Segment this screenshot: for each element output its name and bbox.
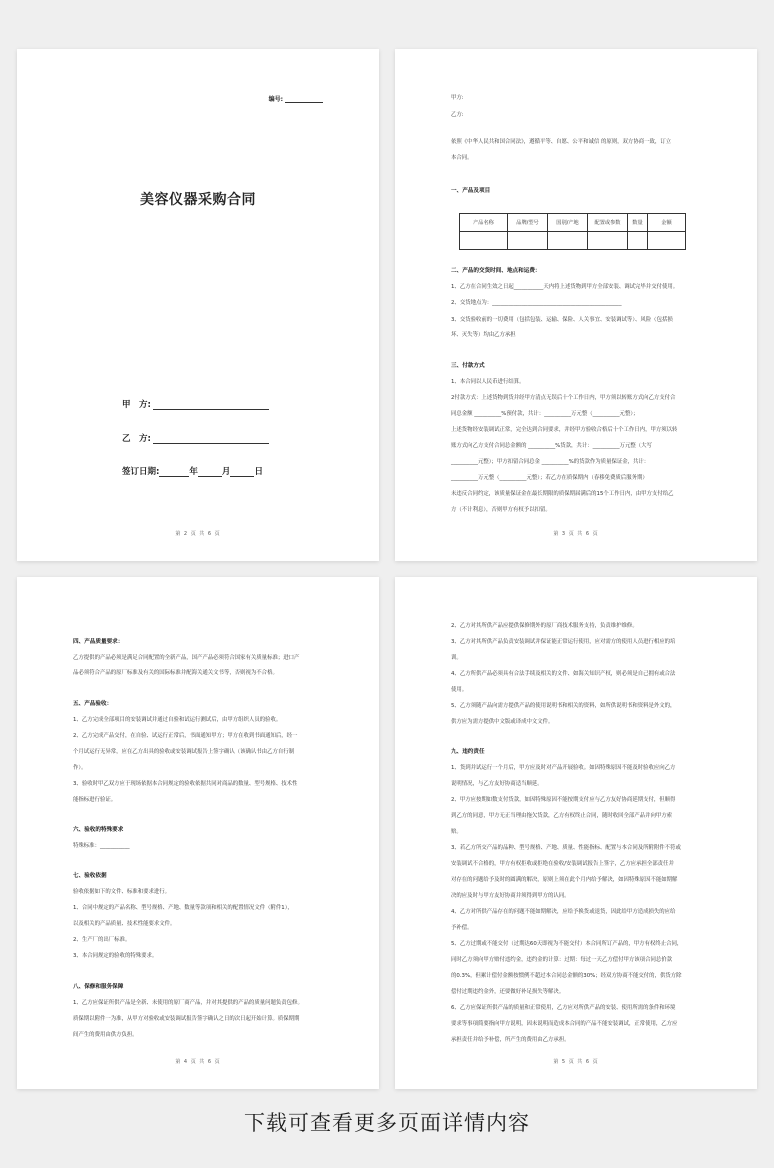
document-page-3 <box>17 577 379 1089</box>
body-line: 4、乙方所供产品必须具有合法手续及相关的文件、如海关知识产权，则必须是自己拥有或合法 <box>451 671 676 677</box>
body-line: 个月试运行无异常，应在乙方出具的验收或安装调试报告上签字确认（该确认书由乙方自行制 <box>73 749 295 755</box>
date-label: 签订日期: <box>122 467 160 477</box>
table-cell <box>628 232 648 250</box>
body-line: 上述货物经安装调试正常，完全达到合同要求，并经甲方验收合格后十个工作日内，甲方须以转 <box>451 427 678 433</box>
body-line: 验收依据如下的文件、标准和要求进行。 <box>73 889 171 895</box>
intro-line: 本合同。 <box>451 155 473 161</box>
section-heading: 七、验收依据 <box>73 873 107 879</box>
body-line: 同时乙方须向甲方赔付违约金，违约金的计算：过期：每过一天乙方偿付甲方该项合同总价款 <box>451 957 673 963</box>
page-footer: 第 2 页 共 6 页 <box>175 531 221 537</box>
body-line: 5、乙方须随产品向需方提供产品的使用说明书和相关的资料，如所供说明书和资料是外文的， <box>451 703 676 709</box>
page-footer: 第 3 页 共 6 页 <box>553 531 599 537</box>
table-cell <box>648 232 686 250</box>
section-heading: 二、产品的交货时间、地点和运费： <box>451 268 541 274</box>
body-line: 偿付过期违约金外，还要做好补足损失等解决。 <box>451 989 565 995</box>
body-line: 品必须符合产品的原厂标准及有关的国际标准并配海关通关文书等，否则视为不合格。 <box>73 670 278 676</box>
party-a-blank <box>153 402 269 410</box>
table-header-cell: 配置或参数 <box>588 214 628 232</box>
section-heading: 五、产品验收： <box>73 701 113 707</box>
body-line: 要求等事项简要指向甲方说明，因未说明而造成本合同的产品不能安装调试，正常使用，乙方应 <box>451 1021 678 1027</box>
body-line: 3、验收时甲乙双方应于现场依据本合同规定的验收依据共同对商品的数量、型号规格、技术性 <box>73 781 298 787</box>
body-line: 2、甲方应按期如数支付货款，如因特殊原因不能按期支付应与乙方友好协商延期支付，但顺得 <box>451 797 676 803</box>
date-month-label: 月 <box>221 467 231 477</box>
intro-line: 依照《中华人民共和国合同法》，遵循平等、自愿、公平和诚信 的原则，双方协商一致，订立 <box>451 139 672 145</box>
body-line: 2、交货地点为：________________________________________________ <box>451 300 622 306</box>
body-line: 予补偿。 <box>451 925 473 931</box>
body-line: 1、本合同以人民币进行结算。 <box>451 379 525 385</box>
body-line: 1、乙方应保证所供产品是全新、未使用的原厂商产品，并对其提供的产品的质量问题负责包修。 <box>73 1000 303 1006</box>
body-line: 以及相关的产品质量、技术性能要求文件。 <box>73 921 176 927</box>
product-table <box>459 213 686 250</box>
signing-date-field <box>122 465 263 477</box>
body-line: __________万元整（__________元整）；若乙方在质保期内（春移免费质后服务期） <box>451 475 648 481</box>
body-line: 2、生产厂的出厂标准。 <box>73 937 131 943</box>
body-line: 2、乙方完成产品交付，在自验、试运行正常后，书面通知甲方；甲方在收到书面通知后，经一 <box>73 733 298 739</box>
body-line: 3、本合同规定的验收的特殊要求。 <box>73 953 158 959</box>
body-line: 说明情况，与乙方友好协商适当顺延。 <box>451 781 543 787</box>
download-more-caption: 下载可查看更多页面详情内容 <box>244 1111 530 1135</box>
document-page-cover <box>17 49 379 561</box>
document-page-4 <box>395 577 757 1089</box>
party-a-line: 甲方: <box>451 95 464 101</box>
table-header-cell: 产品名称 <box>460 214 508 232</box>
table-cell <box>588 232 628 250</box>
body-line: 4、乙方对所供产品存在的问题不能如期解决，应给予换货或退货，因此给甲方造成损失的应给 <box>451 909 676 915</box>
party-a-label: 甲 方: <box>122 400 151 410</box>
body-line: 1、乙方完成全部项目的安装调试并通过自验和试运行测试后，由甲方组织人员的验收。 <box>73 717 282 723</box>
table-cell <box>548 232 588 250</box>
table-cell <box>460 232 508 250</box>
party-b-line: 乙方: <box>451 112 464 118</box>
body-line: 1、合同中规定的产品名称、型号规格、产地、数量等款项和相关的配置情况文件（附件1）， <box>73 905 293 911</box>
body-line: 账方式向乙方支付合同总金额的 __________%货款，共计：__________万元整（大写 <box>451 443 652 449</box>
party-b-signature-field <box>122 432 269 444</box>
body-line: 1、货到并试运行一个月后，甲方应及时对产品开展验收。如因特殊原因不能及时验收应向乙方 <box>451 765 676 771</box>
contract-number <box>269 94 323 103</box>
page-footer: 第 5 页 共 6 页 <box>553 1059 599 1065</box>
contract-number-label: 编号: <box>268 96 283 103</box>
body-line: 2付款方式：上述货物到货并经甲方清点无误后十个工作日内，甲方须以转账方式向乙方支付合 <box>451 395 676 401</box>
date-day-label: 日 <box>254 467 263 477</box>
body-line: 决的应及时与甲方友好协商并须得到甲方的认同。 <box>451 893 570 899</box>
party-b-blank <box>153 436 269 444</box>
date-month-blank <box>198 469 222 477</box>
body-line: 到乙方的同意，甲方无正当理由拖欠货款，乙方有权终止合同，随时收回全部产品并向甲方索 <box>451 813 673 819</box>
body-line: 作）。 <box>73 765 87 771</box>
body-line: 质保期以附件一为准，从甲方对验收或安装调试报告签字确认之日的次日起开始计算。质保期期 <box>73 1016 300 1022</box>
contract-number-blank <box>285 97 323 103</box>
body-line: 5、乙方过期或不能交付（过期达60天即视为不能交付）本合同所订产品的，甲方有权终止合同， <box>451 941 683 947</box>
section-heading: 六、验收的特殊要求 <box>73 827 124 833</box>
table-header-row <box>460 214 686 232</box>
date-year-label: 年 <box>189 467 198 477</box>
contract-title: 美容仪器采购合同 <box>140 192 256 208</box>
body-line: 赔。 <box>451 829 462 835</box>
body-line: 未违反合同约定，该质量保证金在最长期限的质保期届满后的15个工作日内，由甲方支付给乙 <box>451 491 674 497</box>
body-line: 坏、灭失等）均由乙方承担 <box>451 332 516 338</box>
body-line: __________元整）；甲方扣留合同总金 __________%的货款作为质量保证金，共计： <box>451 459 650 465</box>
page-footer: 第 4 页 共 6 页 <box>175 1059 221 1065</box>
body-line: 对存在的问题给予及时的圆满的解决，原则上须在此个月内给予解决，如因特殊原因不能如期解 <box>451 877 678 883</box>
table-cell <box>508 232 548 250</box>
body-line: 3、乙方对其所供产品负责安装调试并保证能正常运行使用，应对需方的使用人员进行相应的培 <box>451 639 676 645</box>
body-line: 2、乙方对其所供产品应提供保修期外的原厂商技术服务支持，负责维护维修。 <box>451 623 638 629</box>
date-year-blank <box>159 469 189 477</box>
table-header-cell: 金额 <box>648 214 686 232</box>
body-line: 使用。 <box>451 687 468 693</box>
body-line: 方（不计利息），否则甲方有权予以扣留。 <box>451 507 551 513</box>
table-header-cell: 数量 <box>628 214 648 232</box>
body-line: 间产生的费用由供方负担。 <box>73 1032 138 1038</box>
document-page-2 <box>395 49 757 561</box>
body-line: 的0.3%，但累计偿付金额按惯例不超过本合同总金额的30%；经双方协商不能交付的，供货方除 <box>451 973 682 979</box>
body-line: 同总金额 __________%预付款，共计：__________万元整（__________元整）； <box>451 411 639 417</box>
section-heading: 一、产品及项目 <box>451 188 491 194</box>
body-line: 3、交货验收前的一切费用（包括包装、运输、保险、人关事宜、安装调试等）、风险（包括损 <box>451 317 673 323</box>
section-heading: 八、保修和服务保障 <box>73 984 124 990</box>
body-line: 乙方提供的产品必须是满足合同配置的全新产品，国产产品必须符合国家有关质量标准；进口产 <box>73 655 300 661</box>
section-heading: 四、产品质量要求： <box>73 639 124 645</box>
table-header-cell: 国别/产地 <box>548 214 588 232</box>
party-b-label: 乙 方: <box>122 434 151 444</box>
body-line: 能指标进行验证。 <box>73 797 117 803</box>
date-day-blank <box>230 469 254 477</box>
body-line: 安装调试不合格的，甲方有权拒收或拒绝在验收/安装调试报告上签字，乙方应承担全部责任并 <box>451 861 674 867</box>
body-line: 训。 <box>451 655 462 661</box>
table-row <box>460 232 686 250</box>
body-line: 1、乙方在合同生效之日起___________天内将上述货物到甲方全部安装、调试完毕并交付使用。 <box>451 284 679 290</box>
section-heading: 三、付款方式 <box>451 363 485 369</box>
party-a-signature-field <box>122 398 269 410</box>
body-line: 供方应为需方提供中文版或译成中文文件。 <box>451 719 554 725</box>
body-line: 特殊标准：___________ <box>73 843 130 849</box>
body-line: 3、若乙方所交产品的品种、型号规格、产地、质量、性能指标、配置与本合同及所附附件不符或 <box>451 845 681 851</box>
body-line: 6、乙方应保证所供产品的质量和正常使用，乙方应对所供产品的安装、使用所需的条件和环境 <box>451 1005 676 1011</box>
section-heading: 九、违约责任 <box>451 749 485 755</box>
table-header-cell: 品牌/型号 <box>508 214 548 232</box>
body-line: 承担责任并给予补偿，所产生的费用由乙方承担。 <box>451 1037 570 1043</box>
